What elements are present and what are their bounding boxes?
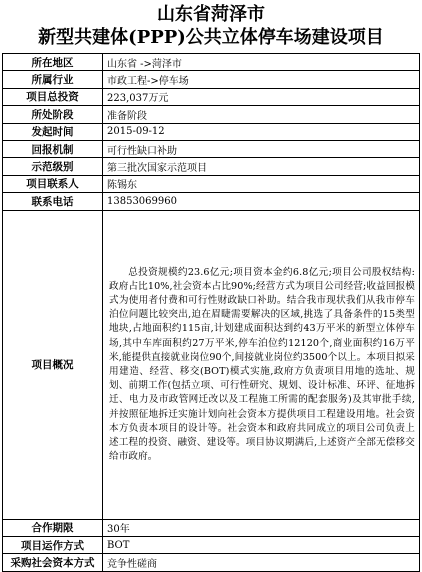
label-demo-level: 示范级别	[3, 158, 103, 175]
value-procurement-method: 竞争性磋商	[103, 554, 420, 571]
label-stage: 所处阶段	[3, 106, 103, 123]
label-phone: 联系电话	[3, 193, 103, 210]
row-region	[3, 54, 420, 71]
label-launch-date: 发起时间	[3, 123, 103, 140]
title-line-1: 山东省菏泽市	[157, 4, 265, 25]
row-contact	[3, 175, 420, 192]
row-total-investment	[3, 88, 420, 105]
row-overview	[3, 210, 420, 519]
row-demo-level	[3, 158, 420, 175]
label-procurement-method: 采购社会资本方式	[3, 554, 103, 571]
label-total-investment: 项目总投资	[3, 88, 103, 105]
page-title	[0, 0, 422, 53]
label-cooperation-period: 合作期限	[3, 519, 103, 536]
row-launch-date	[3, 123, 420, 140]
value-contact: 陈锡东	[103, 175, 420, 192]
value-cooperation-period: 30年	[103, 519, 420, 536]
value-launch-date: 2015-09-12	[103, 123, 420, 140]
project-info-table	[2, 53, 420, 572]
value-phone: 13853069960	[103, 193, 420, 210]
row-procurement-method	[3, 554, 420, 571]
row-operation-mode	[3, 536, 420, 553]
value-industry: 市政工程->停车场	[103, 71, 420, 88]
row-return-mechanism	[3, 140, 420, 157]
label-industry: 所属行业	[3, 71, 103, 88]
value-operation-mode: BOT	[103, 536, 420, 553]
label-contact: 项目联系人	[3, 175, 103, 192]
row-stage	[3, 106, 420, 123]
label-return-mechanism: 回报机制	[3, 140, 103, 157]
row-cooperation-period	[3, 519, 420, 536]
value-stage: 准备阶段	[103, 106, 420, 123]
label-overview: 项目概况	[3, 210, 103, 519]
title-line-2: 新型共建体(PPP)公共立体停车场建设项目	[38, 27, 384, 48]
value-return-mechanism: 可行性缺口补助	[103, 140, 420, 157]
row-industry	[3, 71, 420, 88]
value-region: 山东省 ->菏泽市	[103, 54, 420, 71]
value-total-investment: 223,037万元	[103, 88, 420, 105]
row-phone	[3, 193, 420, 210]
value-overview: 总投资规模约23.6亿元;项目资本金约6.8亿元;项目公司股权结构:政府占比10%,社会资本占比90%;经营方式为项目公司经营;收益回报模式为使用者付费和可行性财政缺口补助。结合我市现状我们从我市停车泊位问题比较突出,迫在眉睫需要解决的区域,挑选了具备条件的15类型地块,占地面积约115亩,计划建成面积达到约43万平米的新型立体停车场,其中车库面积约27万平米,停车泊位约12120个,商业面积约16万平米,能提供直接就业岗位90个,间接就业岗位约3500个以上。本项目拟采用建造、经营、移交(BOT)模式实施,政府方负责项目用地的选址、规划、前期工作(包括立项、可行性研究、规划、设计标准、环评、征地拆迁、电力及市政管网迁改以及工程施工所需的配套服务)及其审批手续,并按照征地拆迁实施计划向社会资本方提供项目工程建设用地。社会资本方负责本项目的设计等。社会资本和政府共同成立的项目公司负责上述工程的投资、融资、建设等。项目协议期满后,上述资产全部无偿移交给市政府。	[103, 210, 420, 519]
label-region: 所在地区	[3, 54, 103, 71]
value-demo-level: 第三批次国家示范项目	[103, 158, 420, 175]
label-operation-mode: 项目运作方式	[3, 536, 103, 553]
